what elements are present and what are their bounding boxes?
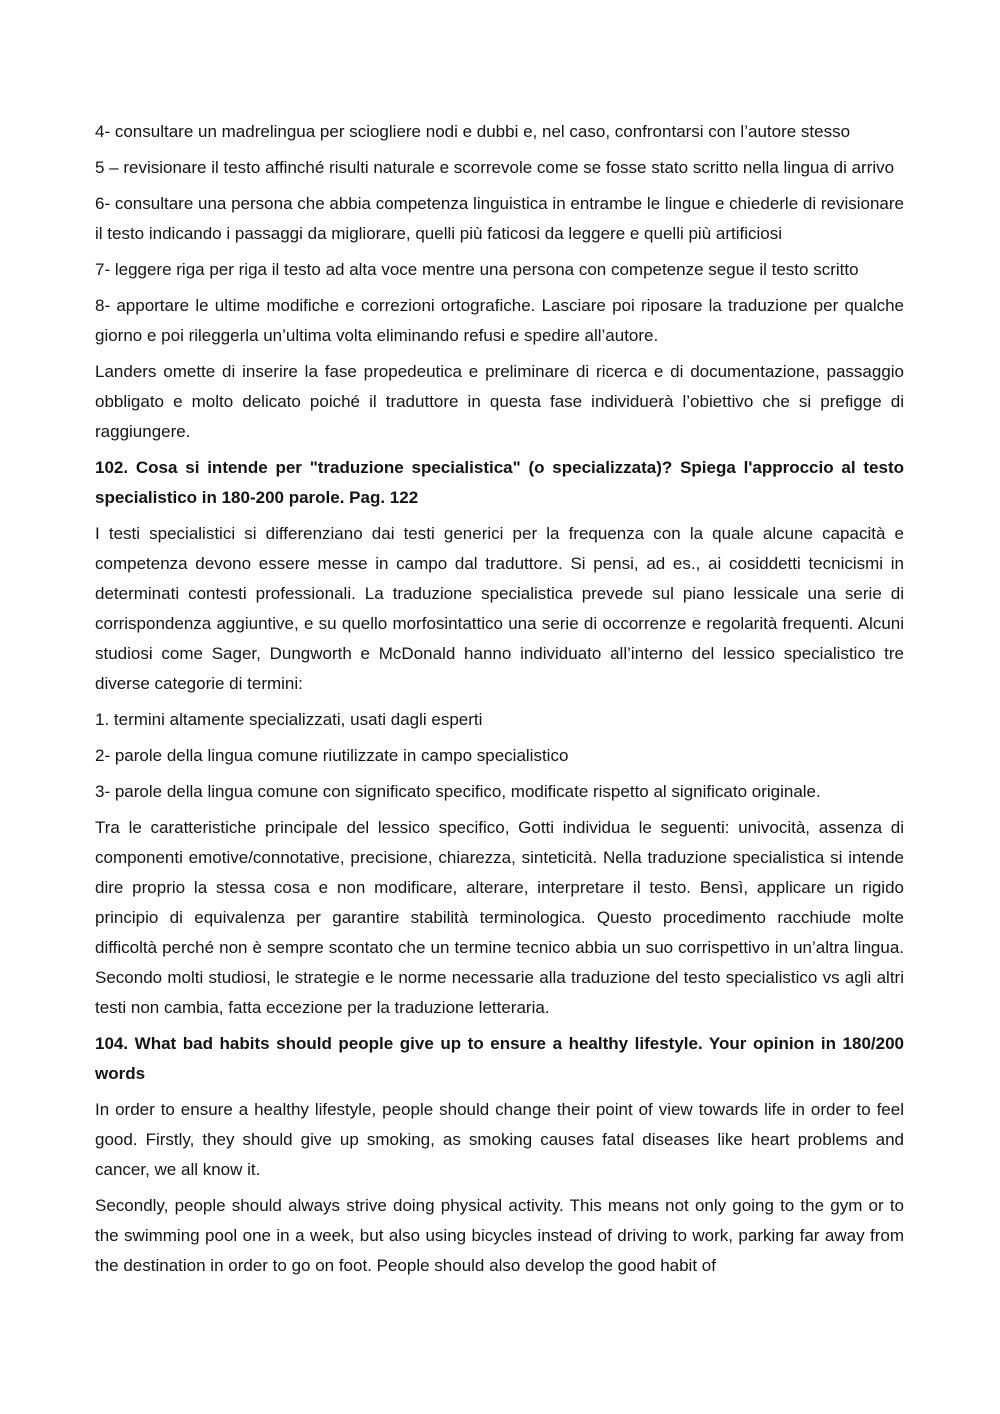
term-category-3: 3- parole della lingua comune con significato specifico, modificate rispetto al significato originale. (95, 782, 821, 801)
question-104-heading: 104. What bad habits should people give up to ensure a healthy lifestyle. Your opinion in 180/200 words (95, 1034, 904, 1083)
gotti-paragraph: Tra le caratteristiche principale del lessico specifico, Gotti individua le seguenti: univocità, assenza di componenti emotive/connotative, precisione, chiarezza, sinteticità. Nella traduzione specialistica si intende dire proprio la stessa cosa e non modificare, alterare, interpretare il testo. Bensì, applicare un rigido principio di equivalenza per garantire stabilità terminologica. Questo procedimento racchiude molte difficoltà perché non è sempre scontato che un termine tecnico abbia un suo corrispettivo in un’altra lingua. Secondo molti studiosi, le strategie e le norme necessarie alla traduzione del testo specialistico vs agli altri testi non cambia, fatta eccezione per la traduzione letteraria. (95, 818, 904, 1017)
answer-104-paragraph-1: In order to ensure a healthy lifestyle, people should change their point of view towards life in order to feel good. Firstly, they should give up smoking, as smoking causes fatal diseases like heart problems and cancer, we all know it. (95, 1100, 904, 1179)
list-item-6: 6- consultare una persona che abbia competenza linguistica in entrambe le lingue e chiederle di revisionare il testo indicando i passaggi da migliorare, quelli più faticosi da leggere e quelli più artificiosi (95, 194, 904, 243)
term-category-1: 1. termini altamente specializzati, usati dagli esperti (95, 710, 483, 729)
answer-104-paragraph-2: Secondly, people should always strive doing physical activity. This means not only going to the gym or to the swimming pool one in a week, but also using bicycles instead of driving to work, parking far away from the destination in order to go on foot. People should also develop the good habit of (95, 1196, 904, 1275)
list-item-7: 7- leggere riga per riga il testo ad alta voce mentre una persona con competenze segue il testo scritto (95, 260, 859, 279)
landers-paragraph: Landers omette di inserire la fase propedeutica e preliminare di ricerca e di documentazione, passaggio obbligato e molto delicato poiché il traduttore in questa fase individuerà l’obiettivo che si prefigge di raggiungere. (95, 362, 904, 441)
question-102-heading: 102. Cosa si intende per "traduzione specialistica" (o specializzata)? Spiega l'approccio al testo specialistico in 180-200 parole. Pag. 122 (95, 458, 904, 507)
list-item-4: 4- consultare un madrelingua per sciogliere nodi e dubbi e, nel caso, confrontarsi con l’autore stesso (95, 122, 851, 141)
document-page (95, 117, 904, 1287)
answer-102-paragraph: I testi specialistici si differenziano dai testi generici per la frequenza con la quale alcune capacità e competenza devono essere messe in campo dal traduttore. Si pensi, ad es., ai cosiddetti tecnicismi in determinati contesti professionali. La traduzione specialistica prevede sul piano lessicale una serie di corrispondenza aggiuntive, e su quello morfosintattico una serie di occorrenze e regolarità frequenti. Alcuni studiosi come Sager, Dungworth e McDonald hanno individuato all’interno del lessico specialistico tre diverse categorie di termini: (95, 524, 904, 693)
term-category-2: 2- parole della lingua comune riutilizzate in campo specialistico (95, 746, 569, 765)
list-item-5: 5 – revisionare il testo affinché risulti naturale e scorrevole come se fosse stato scritto nella lingua di arrivo (95, 158, 895, 177)
list-item-8: 8- apportare le ultime modifiche e correzioni ortografiche. Lasciare poi riposare la traduzione per qualche giorno e poi rileggerla un’ultima volta eliminando refusi e spedire all’autore. (95, 296, 904, 345)
